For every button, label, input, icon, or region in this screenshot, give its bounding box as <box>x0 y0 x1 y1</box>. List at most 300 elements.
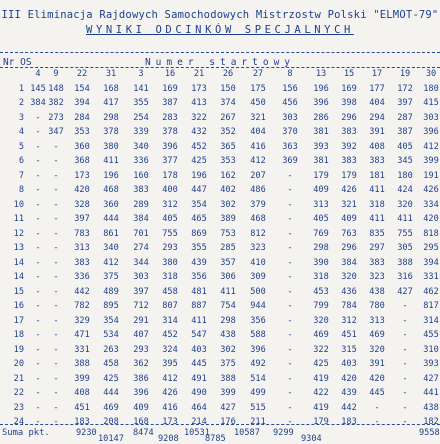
table-cell: - <box>402 301 408 311</box>
table-cell: 284 <box>74 112 90 123</box>
table-cell: 405 <box>313 214 329 224</box>
table-cell: 396 <box>162 141 178 152</box>
numer-startowy-header: Numer startowy <box>144 57 296 68</box>
table-cell: 380 <box>162 257 178 268</box>
table-cell: 458 <box>162 286 178 297</box>
table-cell: 887 <box>191 301 207 311</box>
table-row <box>0 314 440 329</box>
table-cell: - <box>35 286 41 297</box>
table-cell: 412 <box>162 373 178 384</box>
table-cell: - <box>35 388 41 398</box>
table-cell: 381 <box>313 156 329 166</box>
table-cell: 298 <box>313 243 329 253</box>
table-cell: 384 <box>133 214 149 224</box>
column-number: 9 <box>53 69 59 79</box>
table-cell: - <box>35 315 41 326</box>
table-cell: 160 <box>133 170 149 181</box>
table-cell: 387 <box>397 127 413 137</box>
table-row <box>0 386 440 401</box>
table-cell: 445 <box>369 388 385 398</box>
table-cell: - <box>53 359 59 369</box>
table-rule-top <box>0 52 440 53</box>
sum-value: 10147 <box>98 434 124 444</box>
table-row <box>0 343 440 358</box>
table-cell: - <box>287 170 293 181</box>
row-number: 21 <box>13 373 24 384</box>
table-cell: 297 <box>369 243 385 253</box>
row-number: 20 <box>13 359 24 369</box>
table-cell: 336 <box>74 272 90 282</box>
table-cell: 895 <box>103 301 119 311</box>
table-cell: 208 <box>103 417 119 427</box>
sum-value: 8474 <box>133 428 154 438</box>
table-cell: 377 <box>162 156 178 166</box>
table-row <box>0 212 440 227</box>
table-cell: 490 <box>191 388 207 398</box>
table-cell: - <box>35 112 41 123</box>
table-cell: 425 <box>191 156 207 166</box>
table-cell: 458 <box>103 359 119 369</box>
table-cell: 303 <box>423 112 439 123</box>
table-cell: 285 <box>220 243 236 253</box>
table-cell: - <box>402 417 408 427</box>
row-number: 24 <box>13 417 24 427</box>
column-number: 3 <box>138 69 144 79</box>
table-cell: 296 <box>341 112 357 123</box>
table-cell: 362 <box>133 359 149 369</box>
table-cell: 424 <box>397 185 413 195</box>
table-cell: 214 <box>191 417 207 427</box>
table-cell: 320 <box>397 199 413 210</box>
table-cell: 398 <box>341 98 357 108</box>
table-cell: 320 <box>369 344 385 355</box>
table-cell: - <box>53 228 59 239</box>
table-cell: 375 <box>103 272 119 282</box>
table-cell: 420 <box>423 214 439 224</box>
table-cell: 286 <box>313 112 329 123</box>
table-cell: 322 <box>313 344 329 355</box>
table-row <box>0 372 440 387</box>
table-cell: 181 <box>369 170 385 181</box>
table-cell: 318 <box>369 199 385 210</box>
table-cell: 393 <box>423 359 439 369</box>
table-cell: 499 <box>250 388 266 398</box>
table-cell: 383 <box>369 156 385 166</box>
table-row <box>0 401 440 416</box>
table-cell: 360 <box>74 141 90 152</box>
table-cell: 320 <box>341 272 357 282</box>
table-row <box>0 183 440 198</box>
sum-value: 10531 <box>184 428 210 438</box>
table-cell: 701 <box>133 228 149 239</box>
table-cell: 356 <box>250 315 266 326</box>
sum-value: 9208 <box>158 434 179 444</box>
table-cell: 405 <box>397 141 413 152</box>
table-cell: 179 <box>313 417 329 427</box>
table-cell: 283 <box>162 112 178 123</box>
table-cell: 375 <box>220 359 236 369</box>
table-cell: 370 <box>282 127 298 137</box>
table-cell: 179 <box>313 170 329 181</box>
table-cell: 588 <box>250 330 266 340</box>
row-number: 7 <box>18 170 24 181</box>
table-cell: 515 <box>250 402 266 413</box>
column-number: 31 <box>105 69 117 79</box>
table-cell: 298 <box>220 315 236 326</box>
table-cell: 173 <box>191 83 207 94</box>
table-cell: 447 <box>191 185 207 195</box>
table-row <box>0 299 440 314</box>
table-cell: 403 <box>341 359 357 369</box>
table-cell: 534 <box>103 330 119 340</box>
table-cell: 365 <box>220 141 236 152</box>
table-cell: - <box>287 272 293 282</box>
table-cell: 390 <box>313 257 329 268</box>
table-cell: 273 <box>48 112 64 123</box>
table-cell: 320 <box>313 315 329 326</box>
table-cell: - <box>35 402 41 413</box>
table-cell: - <box>402 315 408 326</box>
table-cell: - <box>35 272 41 282</box>
table-cell: 141 <box>133 83 149 94</box>
table-cell: 353 <box>220 156 236 166</box>
table-cell: 769 <box>313 228 329 239</box>
table-cell: 383 <box>133 185 149 195</box>
table-cell: 315 <box>341 344 357 355</box>
table-cell: - <box>53 170 59 181</box>
table-cell: 148 <box>48 83 64 94</box>
row-number: 22 <box>13 388 24 398</box>
table-cell: - <box>53 301 59 311</box>
table-cell: - <box>35 185 41 195</box>
table-cell: - <box>53 243 59 253</box>
table-cell: 427 <box>397 286 413 297</box>
table-cell: 402 <box>220 185 236 195</box>
table-cell: 294 <box>369 112 385 123</box>
table-cell: 514 <box>250 373 266 384</box>
table-cell: - <box>35 257 41 268</box>
table-cell: 334 <box>423 199 439 210</box>
table-cell: 312 <box>162 199 178 210</box>
row-number: 14 <box>13 272 24 282</box>
table-cell: 405 <box>162 214 178 224</box>
table-cell: 378 <box>103 127 119 137</box>
table-cell: - <box>53 156 59 166</box>
table-cell: 419 <box>313 373 329 384</box>
table-cell: 211 <box>250 417 266 427</box>
table-cell: 374 <box>220 98 236 108</box>
table-cell: - <box>287 330 293 340</box>
table-cell: 835 <box>369 228 385 239</box>
table-cell: - <box>53 286 59 297</box>
table-cell: 450 <box>250 98 266 108</box>
table-cell: 380 <box>103 141 119 152</box>
table-cell: - <box>35 344 41 355</box>
table-cell: 411 <box>103 156 119 166</box>
column-number: 15 <box>343 69 355 79</box>
table-cell: 368 <box>74 156 90 166</box>
table-cell: 173 <box>74 170 90 181</box>
table-cell: 318 <box>162 272 178 282</box>
table-cell: 451 <box>74 402 90 413</box>
table-cell: 328 <box>74 199 90 210</box>
row-number: 3 <box>18 112 24 123</box>
table-cell: - <box>53 185 59 195</box>
table-cell: 416 <box>162 402 178 413</box>
table-cell: 861 <box>103 228 119 239</box>
table-cell: 353 <box>74 127 90 137</box>
table-cell: 313 <box>313 199 329 210</box>
table-cell: 388 <box>220 373 236 384</box>
table-cell: 492 <box>250 359 266 369</box>
sum-value: 9230 <box>76 428 97 438</box>
table-cell: - <box>35 301 41 311</box>
column-header-row <box>0 67 440 82</box>
table-cell: - <box>287 214 293 224</box>
table-cell: 154 <box>74 83 90 94</box>
table-cell: - <box>402 373 408 384</box>
table-cell: 394 <box>74 98 90 108</box>
table-cell: 411 <box>220 286 236 297</box>
table-cell: 347 <box>48 127 64 137</box>
table-cell: 169 <box>341 83 357 94</box>
table-cell: 754 <box>220 301 236 311</box>
row-number: 6 <box>18 156 24 166</box>
table-cell: 452 <box>191 141 207 152</box>
table-cell: 331 <box>423 272 439 282</box>
row-number: 8 <box>18 185 24 195</box>
column-number: 8 <box>287 69 293 79</box>
row-number: 14 <box>13 257 24 268</box>
table-row <box>0 357 440 372</box>
table-cell: - <box>53 315 59 326</box>
table-row <box>0 140 440 155</box>
table-cell: - <box>287 373 293 384</box>
table-cell: 412 <box>423 141 439 152</box>
table-cell: 409 <box>341 214 357 224</box>
table-cell: 408 <box>369 141 385 152</box>
table-cell: 469 <box>103 402 119 413</box>
table-cell: 438 <box>423 402 439 413</box>
table-cell: - <box>287 388 293 398</box>
table-cell: 183 <box>74 417 90 427</box>
table-cell: 409 <box>133 402 149 413</box>
table-cell: - <box>287 344 293 355</box>
table-cell: 391 <box>369 359 385 369</box>
row-number: 16 <box>13 301 24 311</box>
table-cell: - <box>53 141 59 152</box>
table-cell: 818 <box>423 228 439 239</box>
column-number: 30 <box>425 69 437 79</box>
row-number: 12 <box>13 228 24 239</box>
table-cell: - <box>287 199 293 210</box>
row-number: 11 <box>13 214 24 224</box>
table-cell: 784 <box>341 301 357 311</box>
table-cell: 387 <box>162 98 178 108</box>
table-cell: 411 <box>397 214 413 224</box>
table-cell: 378 <box>162 127 178 137</box>
table-row <box>0 111 440 126</box>
table-cell: 445 <box>191 359 207 369</box>
table-cell: 289 <box>133 199 149 210</box>
table-cell: 318 <box>313 272 329 282</box>
table-cell: 426 <box>162 388 178 398</box>
table-cell: 392 <box>341 141 357 152</box>
table-cell: 547 <box>191 330 207 340</box>
table-cell: 453 <box>313 286 329 297</box>
table-cell: 944 <box>250 301 266 311</box>
table-cell: 452 <box>162 330 178 340</box>
table-cell: 413 <box>191 98 207 108</box>
table-cell: 274 <box>133 243 149 253</box>
table-cell: 439 <box>341 388 357 398</box>
table-cell: - <box>287 315 293 326</box>
table-cell: 420 <box>341 373 357 384</box>
column-number: 17 <box>371 69 383 79</box>
table-cell: 404 <box>250 127 266 137</box>
row-number: 13 <box>13 243 24 253</box>
table-cell: 168 <box>133 417 149 427</box>
table-cell: - <box>35 330 41 340</box>
table-cell: 442 <box>74 286 90 297</box>
table-cell: 388 <box>74 359 90 369</box>
table-cell: 191 <box>423 170 439 181</box>
table-cell: - <box>402 388 408 398</box>
table-cell: 427 <box>423 373 439 384</box>
table-cell: 339 <box>133 127 149 137</box>
table-cell: 355 <box>191 243 207 253</box>
table-cell: 323 <box>369 272 385 282</box>
table-cell: - <box>35 127 41 137</box>
table-cell: 397 <box>74 214 90 224</box>
table-cell: 799 <box>313 301 329 311</box>
table-cell: 444 <box>103 388 119 398</box>
table-cell: - <box>287 243 293 253</box>
page-title: III Eliminacja Rajdowych Samochodowych Mistrzostw Polski "ELMOT-79" <box>1 9 439 21</box>
table-cell: 425 <box>103 373 119 384</box>
table-cell: 412 <box>250 156 266 166</box>
table-cell: - <box>35 243 41 253</box>
table-cell: 396 <box>133 388 149 398</box>
table-cell: 291 <box>133 315 149 326</box>
table-cell: 393 <box>313 141 329 152</box>
column-number: 21 <box>193 69 205 79</box>
row-number: 10 <box>13 199 24 210</box>
table-cell: 469 <box>369 330 385 340</box>
table-cell: 438 <box>369 286 385 297</box>
table-row <box>0 227 440 242</box>
table-cell: 812 <box>250 228 266 239</box>
table-cell: 369 <box>282 156 298 166</box>
table-cell: 412 <box>103 257 119 268</box>
table-cell: 755 <box>397 228 413 239</box>
sum-row <box>0 425 440 443</box>
table-cell: 344 <box>133 257 149 268</box>
table-row <box>0 256 440 271</box>
table-cell: 427 <box>220 402 236 413</box>
table-cell: - <box>287 286 293 297</box>
table-cell: 383 <box>341 127 357 137</box>
table-cell: - <box>35 141 41 152</box>
table-cell: - <box>53 257 59 268</box>
table-cell: 363 <box>282 141 298 152</box>
table-cell: 491 <box>191 373 207 384</box>
table-cell: 196 <box>191 170 207 181</box>
table-cell: 468 <box>250 214 266 224</box>
table-row <box>0 169 440 184</box>
table-cell: 399 <box>220 388 236 398</box>
sum-value: 10587 <box>234 428 260 438</box>
table-cell: 384 <box>30 98 46 108</box>
table-row <box>0 82 440 97</box>
table-cell: 354 <box>103 315 119 326</box>
table-cell: 712 <box>133 301 149 311</box>
table-cell: 415 <box>423 98 439 108</box>
table-cell: 150 <box>220 83 236 94</box>
table-cell: 396 <box>250 344 266 355</box>
table-cell: 306 <box>220 272 236 282</box>
table-cell: 355 <box>133 98 149 108</box>
table-cell: - <box>402 402 408 413</box>
table-cell: 310 <box>423 344 439 355</box>
table-cell: 177 <box>369 83 385 94</box>
table-row <box>0 241 440 256</box>
row-number: 23 <box>13 402 24 413</box>
table-cell: 396 <box>313 98 329 108</box>
table-cell: 403 <box>191 344 207 355</box>
table-cell: 411 <box>191 315 207 326</box>
table-cell: - <box>35 214 41 224</box>
table-cell: - <box>402 359 408 369</box>
table-cell: - <box>35 373 41 384</box>
table-cell: 169 <box>162 83 178 94</box>
table-cell: 345 <box>397 156 413 166</box>
table-cell: 753 <box>220 228 236 239</box>
table-cell: 464 <box>191 402 207 413</box>
table-cell: 316 <box>397 272 413 282</box>
table-row <box>0 328 440 343</box>
table-cell: 298 <box>103 112 119 123</box>
table-cell: 207 <box>250 170 266 181</box>
table-cell: - <box>53 402 59 413</box>
table-cell: 869 <box>191 228 207 239</box>
table-cell: - <box>402 330 408 340</box>
table-cell: 168 <box>103 83 119 94</box>
table-cell: 396 <box>423 127 439 137</box>
table-cell: - <box>287 402 293 413</box>
table-cell: 383 <box>74 257 90 268</box>
column-number: 13 <box>315 69 327 79</box>
table-cell: 305 <box>397 243 413 253</box>
table-cell: 409 <box>313 185 329 195</box>
table-cell: 389 <box>220 214 236 224</box>
table-cell: 296 <box>341 243 357 253</box>
table-cell: 469 <box>313 330 329 340</box>
table-cell: 314 <box>162 315 178 326</box>
table-cell: 425 <box>313 359 329 369</box>
table-cell: 400 <box>162 185 178 195</box>
table-cell: 357 <box>220 257 236 268</box>
table-cell: 263 <box>103 344 119 355</box>
table-row <box>0 96 440 111</box>
table-cell: 500 <box>250 286 266 297</box>
table-cell: 379 <box>250 199 266 210</box>
column-number: 4 <box>35 69 41 79</box>
column-number: 22 <box>76 69 88 79</box>
table-cell: 408 <box>74 388 90 398</box>
table-cell: 381 <box>313 127 329 137</box>
table-cell: 780 <box>369 301 385 311</box>
